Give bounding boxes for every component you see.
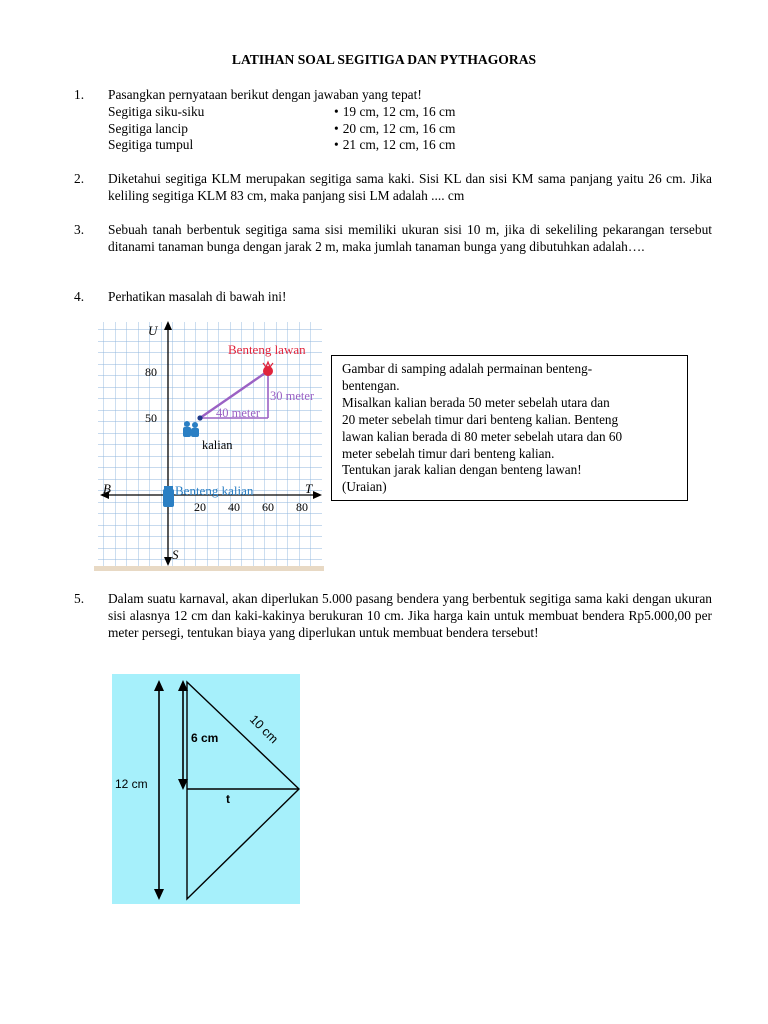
box-line-4: 20 meter sebelah timur dari benteng kalian. Benteng <box>342 411 619 427</box>
axis-east-label: T <box>305 481 313 496</box>
box-line-8: (Uraian) <box>342 479 387 495</box>
label-kalian: kalian <box>202 438 233 452</box>
flag-triangle-figure <box>112 674 300 904</box>
map-shadow <box>94 566 324 571</box>
q3-text: Sebuah tanah berbentuk segitiga sama sisi memiliki ukuran sisi 10 m, jika di sekeliling pekarangan tersebut ditanami tanaman bunga dengan jarak 2 m, maka jumlah tanaman bunga yang dibutuhkan adalah…. <box>108 222 712 254</box>
q4-number: 4. <box>74 289 85 304</box>
box-line-6: meter sebelah timur dari benteng kalian. <box>342 445 555 461</box>
box-line-7: Tentukan jarak kalian dengan benteng lawan! <box>342 462 582 478</box>
label-6cm: 6 cm <box>191 731 219 745</box>
q1-prompt: Pasangkan pernyataan berikut dengan jawaban yang tepat! <box>108 87 422 102</box>
y-tick-80: 80 <box>145 365 157 379</box>
label-t: t <box>226 792 230 806</box>
x-tick-20: 20 <box>194 500 206 514</box>
q4-text: Perhatikan masalah di bawah ini! <box>108 289 287 304</box>
q1-item-1: Segitiga siku-siku <box>108 104 205 119</box>
q1-item-2: Segitiga lancip <box>108 121 188 136</box>
label-10cm: 10 cm <box>246 712 281 747</box>
q1-number: 1. <box>74 87 85 102</box>
axis-north-label: U <box>148 323 158 338</box>
box-line-5: lawan kalian berada di 80 meter sebelah utara dan 60 <box>342 428 623 444</box>
box-line-2: bentengan. <box>342 377 400 393</box>
q4-description-box <box>331 355 688 501</box>
label-12cm: 12 cm <box>115 777 148 791</box>
axis-south-label: S <box>172 547 179 562</box>
q5-text: Dalam suatu karnaval, akan diperlukan 5.000 pasang bendera yang berbentuk segitiga sama kaki dengan ukuran sisi alasnya 12 cm dan kaki-kakinya berukuran 10 cm. Jika harga kain untuk membuat bendera Rp5.000,00 per meter persegi, tentukan biaya yang diperlukan untuk membuat bendera tersebut! <box>108 591 712 640</box>
label-40-meter: 40 meter <box>216 406 261 420</box>
x-tick-60: 60 <box>262 500 274 514</box>
y-tick-50: 50 <box>145 411 157 425</box>
page-title: LATIHAN SOAL SEGITIGA DAN PYTHAGORAS <box>231 52 537 67</box>
q1-answer-2: • 20 cm, 12 cm, 16 cm <box>334 121 455 138</box>
box-line-1: Gambar di samping adalah permainan benteng- <box>342 361 593 376</box>
enemy-fortress-icon <box>263 366 273 376</box>
axis-west-label: B <box>103 481 111 496</box>
q3-number: 3. <box>74 222 85 237</box>
q1-answer-1: • 19 cm, 12 cm, 16 cm <box>334 104 455 121</box>
label-30-meter: 30 meter <box>270 389 315 403</box>
x-tick-80: 80 <box>296 500 308 514</box>
q1-answer-3: • 21 cm, 12 cm, 16 cm <box>334 137 455 154</box>
q2-number: 2. <box>74 171 85 186</box>
kalian-point <box>197 415 202 420</box>
q1-item-3: Segitiga tumpul <box>108 137 194 152</box>
home-fortress-icon <box>163 486 174 507</box>
label-home-fortress: Benteng kalian <box>175 483 254 498</box>
fortress-map-figure <box>92 318 324 572</box>
q2-text: Diketahui segitiga KLM merupakan segitiga sama kaki. Sisi KL dan sisi KM sama panjang yaitu 26 cm. Jika keliling segitiga KLM 83 cm, maka panjang sisi LM adalah .... cm <box>108 171 712 203</box>
label-enemy-fortress: Benteng lawan <box>228 342 306 357</box>
box-line-3: Misalkan kalian berada 50 meter sebelah utara dan <box>342 394 610 410</box>
x-tick-40: 40 <box>228 500 240 514</box>
q5-number: 5. <box>74 591 85 606</box>
